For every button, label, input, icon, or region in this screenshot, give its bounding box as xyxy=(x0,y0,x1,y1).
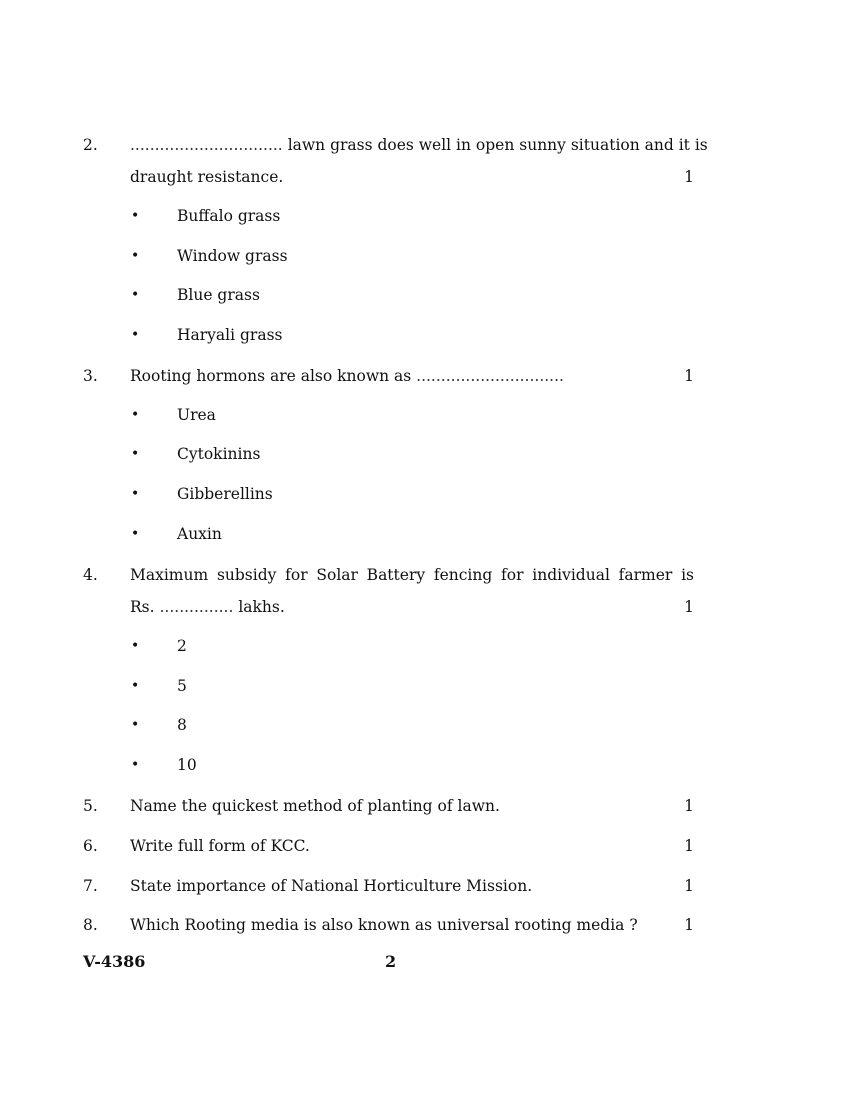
question-marks: 1 xyxy=(684,877,694,895)
question-marks: 1 xyxy=(684,168,694,186)
option-item: Haryali grass xyxy=(177,326,283,344)
question-text-continued xyxy=(130,598,285,616)
question-number: 8. xyxy=(83,916,98,934)
unit-suffix: lakhs. xyxy=(238,598,285,616)
option-item: Auxin xyxy=(177,525,222,543)
question-number: 2. xyxy=(83,136,98,154)
option-item: Gibberellins xyxy=(177,485,273,503)
question-marks: 1 xyxy=(684,797,694,815)
question-text: Which Rooting media is also known as universal rooting media ? xyxy=(130,916,638,934)
bullet-icon: • xyxy=(131,757,140,773)
option-item: 8 xyxy=(177,716,187,734)
answer-blank: ............................... xyxy=(130,136,283,154)
option-item: Buffalo grass xyxy=(177,207,281,225)
bullet-icon: • xyxy=(131,248,140,264)
answer-blank: ............... xyxy=(159,598,234,616)
bullet-icon: • xyxy=(131,407,140,423)
question-number: 7. xyxy=(83,877,98,895)
question-text: Write full form of KCC. xyxy=(130,837,310,855)
question-marks: 1 xyxy=(684,367,694,385)
bullet-icon: • xyxy=(131,327,140,343)
question-number: 6. xyxy=(83,837,98,855)
page-number: 2 xyxy=(385,952,397,971)
option-item: 2 xyxy=(177,637,187,655)
question-text-continued: draught resistance. xyxy=(130,168,284,186)
bullet-icon: • xyxy=(131,678,140,694)
bullet-icon: • xyxy=(131,638,140,654)
option-item: 5 xyxy=(177,677,187,695)
bullet-icon: • xyxy=(131,486,140,502)
option-item: Urea xyxy=(177,406,216,424)
bullet-icon: • xyxy=(131,446,140,462)
question-marks: 1 xyxy=(684,598,694,616)
bullet-icon: • xyxy=(131,526,140,542)
bullet-icon: • xyxy=(131,287,140,303)
paper-code: V-4386 xyxy=(83,952,146,971)
question-text: Maximum subsidy for Solar Battery fencing for individual farmer is xyxy=(130,566,694,584)
bullet-icon: • xyxy=(131,717,140,733)
question-text-line xyxy=(130,367,564,385)
question-text: Name the quickest method of planting of lawn. xyxy=(130,797,500,815)
question-number: 5. xyxy=(83,797,98,815)
currency-prefix: Rs. xyxy=(130,598,155,616)
option-item: Cytokinins xyxy=(177,445,261,463)
question-text: State importance of National Horticulture Mission. xyxy=(130,877,533,895)
question-text: Rooting hormons are also known as xyxy=(130,367,412,385)
option-item: Blue grass xyxy=(177,286,260,304)
question-text: lawn grass does well in open sunny situation and it is xyxy=(287,136,708,154)
question-text-line xyxy=(130,136,708,154)
question-number: 4. xyxy=(83,566,98,584)
answer-blank: .............................. xyxy=(416,367,564,385)
bullet-icon: • xyxy=(131,208,140,224)
question-marks: 1 xyxy=(684,916,694,934)
option-item: 10 xyxy=(177,756,197,774)
question-marks: 1 xyxy=(684,837,694,855)
option-item: Window grass xyxy=(177,247,288,265)
question-number: 3. xyxy=(83,367,98,385)
